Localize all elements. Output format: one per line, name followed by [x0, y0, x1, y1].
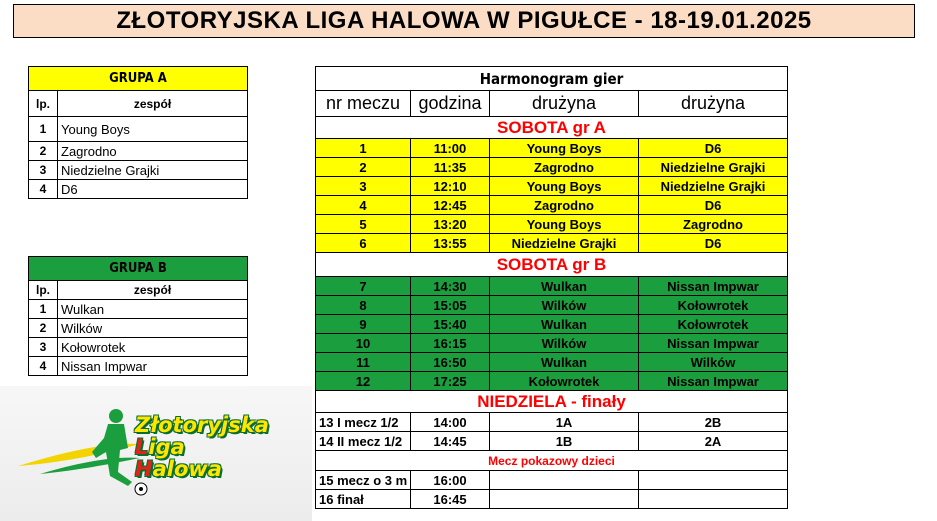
- section-saturday-a: SOBOTA gr A: [316, 117, 788, 139]
- home-team: Zagrodno: [490, 196, 639, 215]
- match-number: 13 I mecz 1/2: [316, 413, 411, 432]
- match-number: 16 finał: [316, 490, 411, 509]
- group-a-table: [28, 66, 248, 199]
- home-team: 1B: [490, 432, 639, 451]
- match-time: 16:45: [411, 490, 490, 509]
- home-team: Wulkan: [490, 277, 639, 296]
- match-time: 16:00: [411, 471, 490, 490]
- col-team-1: drużyna: [490, 91, 639, 117]
- away-team: Nissan Impwar: [639, 372, 788, 391]
- logo-line-2-initial: L: [135, 435, 149, 459]
- away-team: Wilków: [639, 353, 788, 372]
- away-team: Nissan Impwar: [639, 334, 788, 353]
- group-b-title: GRUPA B: [29, 257, 248, 281]
- away-team: Kołowrotek: [639, 315, 788, 334]
- team-name: Zagrodno: [58, 142, 248, 161]
- col-match-number: nr meczu: [316, 91, 411, 117]
- match-time: 11:00: [411, 139, 490, 158]
- match-time: 12:45: [411, 196, 490, 215]
- match-number: 8: [316, 296, 411, 315]
- team-name: Niedzielne Grajki: [58, 161, 248, 180]
- match-row: [316, 432, 788, 451]
- home-team: Wulkan: [490, 353, 639, 372]
- team-name: Kołowrotek: [58, 338, 248, 357]
- col-lp: lp.: [29, 91, 58, 117]
- home-team: Young Boys: [490, 215, 639, 234]
- match-time: 11:35: [411, 158, 490, 177]
- match-number: 15 mecz o 3 m: [316, 471, 411, 490]
- match-row: [316, 353, 788, 372]
- section-kids-match: Mecz pokazowy dzieci: [316, 451, 788, 471]
- match-time: 14:00: [411, 413, 490, 432]
- logo-text: [135, 414, 269, 480]
- section-sunday-finals: NIEDZIELA - finały: [316, 391, 788, 413]
- schedule-table: [315, 66, 788, 509]
- match-time: 15:05: [411, 296, 490, 315]
- match-number: 7: [316, 277, 411, 296]
- logo-line-3-initial: H: [135, 457, 153, 481]
- team-number: 4: [29, 180, 58, 199]
- match-row: [316, 372, 788, 391]
- home-team: Young Boys: [490, 177, 639, 196]
- col-time: godzina: [411, 91, 490, 117]
- section-saturday-b: SOBOTA gr B: [316, 253, 788, 277]
- match-time: 17:25: [411, 372, 490, 391]
- match-time: 16:50: [411, 353, 490, 372]
- team-name: Wulkan: [58, 300, 248, 319]
- logo-line-2: iga: [148, 435, 185, 459]
- match-row: [316, 158, 788, 177]
- team-number: 4: [29, 357, 58, 376]
- team-number: 1: [29, 117, 58, 142]
- team-number: 3: [29, 161, 58, 180]
- home-team: Young Boys: [490, 139, 639, 158]
- match-number: 14 II mecz 1/2: [316, 432, 411, 451]
- match-time: 15:40: [411, 315, 490, 334]
- col-lp: lp.: [29, 281, 58, 300]
- home-team: Wilków: [490, 334, 639, 353]
- match-row: [316, 139, 788, 158]
- home-team: Wilków: [490, 296, 639, 315]
- home-team: Wulkan: [490, 315, 639, 334]
- col-team-2: drużyna: [639, 91, 788, 117]
- match-number: 3: [316, 177, 411, 196]
- match-number: 4: [316, 196, 411, 215]
- team-name: Wilków: [58, 319, 248, 338]
- match-row: [316, 471, 788, 490]
- match-row: [316, 334, 788, 353]
- away-team: 2A: [639, 432, 788, 451]
- away-team: [639, 490, 788, 509]
- col-team: zespół: [58, 281, 248, 300]
- match-time: 12:10: [411, 177, 490, 196]
- team-number: 3: [29, 338, 58, 357]
- group-a-title: GRUPA A: [29, 67, 248, 91]
- home-team: 1A: [490, 413, 639, 432]
- match-number: 9: [316, 315, 411, 334]
- away-team: Niedzielne Grajki: [639, 158, 788, 177]
- home-team: Zagrodno: [490, 158, 639, 177]
- group-b-table: [28, 256, 248, 376]
- match-time: 13:55: [411, 234, 490, 253]
- match-row: [316, 196, 788, 215]
- away-team: Zagrodno: [639, 215, 788, 234]
- match-row: [316, 177, 788, 196]
- logo-line-3: alowa: [152, 457, 222, 481]
- match-number: 6: [316, 234, 411, 253]
- home-team: [490, 490, 639, 509]
- home-team: Kołowrotek: [490, 372, 639, 391]
- match-row: [316, 413, 788, 432]
- match-row: [316, 234, 788, 253]
- away-team: Nissan Impwar: [639, 277, 788, 296]
- match-row: [316, 277, 788, 296]
- match-number: 12: [316, 372, 411, 391]
- away-team: Niedzielne Grajki: [639, 177, 788, 196]
- team-number: 2: [29, 142, 58, 161]
- match-row: [316, 296, 788, 315]
- team-number: 1: [29, 300, 58, 319]
- match-number: 2: [316, 158, 411, 177]
- away-team: [639, 471, 788, 490]
- away-team: D6: [639, 139, 788, 158]
- col-team: zespół: [58, 91, 248, 117]
- away-team: D6: [639, 234, 788, 253]
- page-title: ZŁOTORYJSKA LIGA HALOWA W PIGUŁCE - 18-19.01.2025: [13, 4, 915, 38]
- match-number: 10: [316, 334, 411, 353]
- match-row: [316, 215, 788, 234]
- home-team: Niedzielne Grajki: [490, 234, 639, 253]
- match-row: [316, 490, 788, 509]
- match-time: 13:20: [411, 215, 490, 234]
- schedule-title: Harmonogram gier: [316, 67, 788, 91]
- team-name: D6: [58, 180, 248, 199]
- team-name: Nissan Impwar: [58, 357, 248, 376]
- home-team: [490, 471, 639, 490]
- logo-line-1: Złotoryjska: [135, 413, 269, 437]
- team-number: 2: [29, 319, 58, 338]
- away-team: D6: [639, 196, 788, 215]
- match-time: 16:15: [411, 334, 490, 353]
- match-number: 1: [316, 139, 411, 158]
- match-time: 14:45: [411, 432, 490, 451]
- away-team: 2B: [639, 413, 788, 432]
- team-name: Young Boys: [58, 117, 248, 142]
- match-number: 5: [316, 215, 411, 234]
- match-time: 14:30: [411, 277, 490, 296]
- match-row: [316, 315, 788, 334]
- match-number: 11: [316, 353, 411, 372]
- away-team: Kołowrotek: [639, 296, 788, 315]
